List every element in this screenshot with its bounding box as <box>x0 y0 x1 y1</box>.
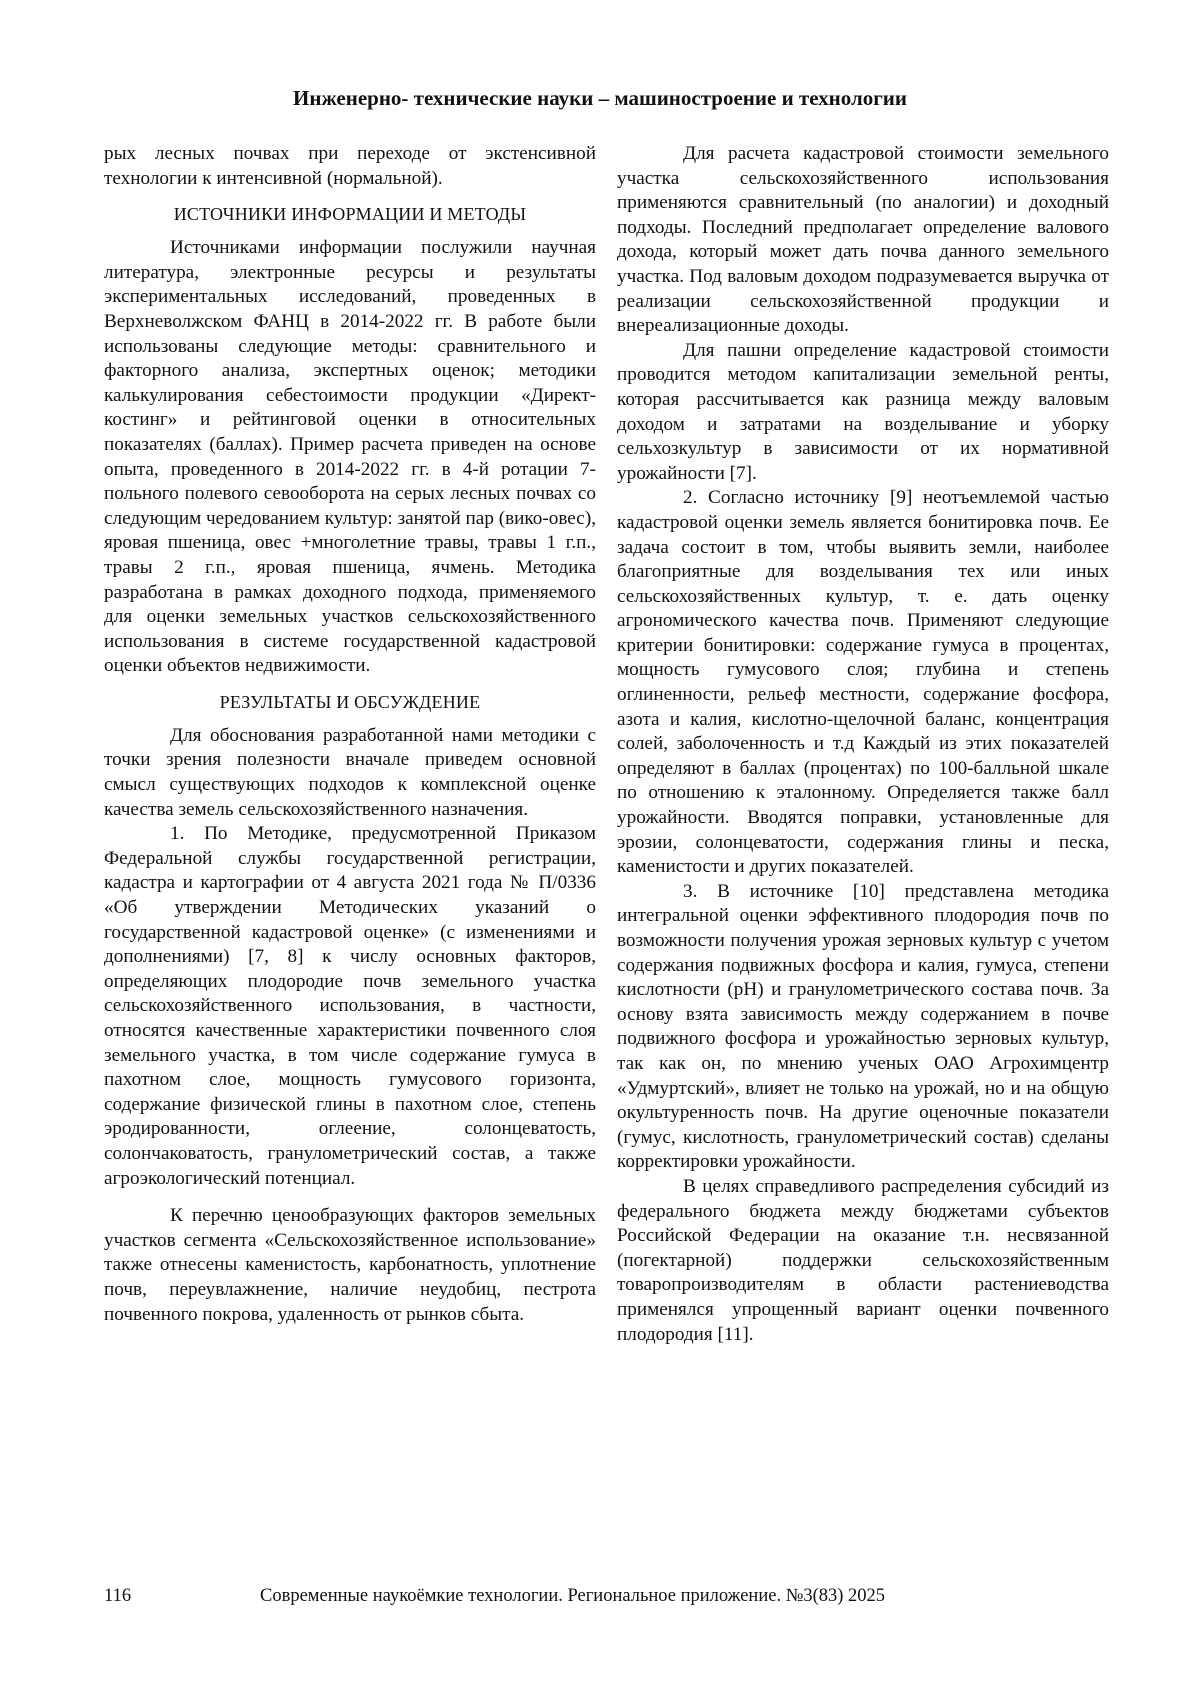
running-head: Инженерно- технические науки – машиностроение и технологии <box>293 86 907 110</box>
section-heading-sources: ИСТОЧНИКИ ИНФОРМАЦИИ И МЕТОДЫ <box>173 204 527 225</box>
paragraph-cadastral-value: Для расчета кадастровой стоимости земельного участка сельскохозяйственного использования применяются сравнительный (по аналогии) и доходный подходы. Последний предполагает определение валового дохода, который может дать почва данного земельного участка. Под валовым доходом подразумевается выручка от реализации сельскохозяйственной продукции и внереализационные доходы. <box>617 143 1109 337</box>
paragraph-results-intro: Для обоснования разработанной нами методики с точки зрения полезности вначале приведем основной смысл существующих подходов к комплексной оценке качества земель сельскохозяйственного назначения. <box>104 724 596 820</box>
paragraph-methodology-3: 3. В источнике [10] представлена методика интегральной оценки эффективного плодородия почв по возможности получения урожая зерновых культур с учетом содержания подвижных фосфора и калия, гумуса, степени кислотности (pH) и гранулометрического состава почв. За основу взята зависимость между содержанием в почве подвижного фосфора и урожайностью зерновых культур, так как он, по мнению ученых ОАО Агрохимцентр «Удмуртский», влияет не только на урожай, но и на общую окультуренность почв. На другие оценочные показатели (гумус, кислотность, гранулометрический состав) сделаны корректировки урожайности. <box>617 880 1109 1173</box>
paragraph-subsidies: В целях справедливого распределения субсидий из федерального бюджета между бюджетами субъектов Российской Федерации на оказание т.н. несвязанной (погектарной) поддержки сельскохозяйственным товаропроизводителям в области растениеводства применялся упрощенный вариант оценки почвенного плодородия [11]. <box>617 1175 1109 1345</box>
paragraph-price-factors: К перечню ценообразующих факторов земельных участков сегмента «Сельскохозяйственное использование» также отнесены каменистость, карбонатность, уплотнение почв, переувлажнение, наличие неудобиц, пестрота почвенного покрова, удаленность от рынков сбыта. <box>104 1205 596 1325</box>
journal-title: Современные наукоёмкие технологии. Региональное приложение. №3(83) 2025 <box>260 1586 886 1606</box>
section-heading-results: РЕЗУЛЬТАТЫ И ОБСУЖДЕНИЕ <box>219 691 481 712</box>
right-column <box>617 142 1109 1347</box>
paragraph-arable-land: Для пашни определение кадастровой стоимости проводится методом капитализации земельной ренты, которая рассчитывается как разница между валовым доходом и затратами на возделывание и уборку сельхозкультур в зависимости от их нормативной урожайности [7]. <box>617 339 1109 484</box>
left-column <box>104 142 596 1327</box>
paragraph-methodology-1: 1. По Методике, предусмотренной Приказом Федеральной службы государственной регистрации, кадастра и картографии от 4 августа 2021 года № П/0336 «Об утверждении Методических указаний о государственной кадастровой оценке» (с изменениями и дополнениями) [7, 8] к числу основных факторов, определяющих плодородие почв земельного участка сельскохозяйственного использования, в частности, относятся качественные характеристики почвенного слоя земельного участка, в том числе содержание гумуса в пахотном слое, мощность гумусового горизонта, содержание физической глины в пахотном слое, степень эродированности, оглеение, солонцеватость, солончаковатость, гранулометрический состав, а также агроэкологический потенциал. <box>104 823 596 1189</box>
paragraph-methodology-2: 2. Согласно источнику [9] неотъемлемой частью кадастровой оценки земель является бонитировка почв. Ее задача состоит в том, чтобы выявить земли, наиболее благоприятные для возделывания тех или иных сельскохозяйственных культур, т. е. дать оценку агрономического качества почв. Применяют следующие критерии бонитировки: содержание гумуса в процентах, мощность гумусового слоя; глубина и степень оглиненности, рельеф местности, содержание фосфора, азота и калия, кислотно-щелочной баланс, концентрация солей, заболоченность и т.д Каждый из этих показателей определяют в баллах (процентах) по 100-балльной шкале по отношению к эталонному. Определяется также балл урожайности. Вводятся поправки, установленные для эрозии, солонцеватости, содержания глины и песка, каменистости и других показателей. <box>617 487 1109 878</box>
paragraph-continuation: рых лесных почвах при переходе от экстенсивной технологии к интенсивной (нормальной). <box>104 143 596 189</box>
page-number: 116 <box>104 1586 132 1606</box>
paragraph-sources: Источниками информации послужили научная литература, электронные ресурсы и результаты экспериментальных исследований, проведенных в Верхневолжском ФАНЦ в 2014-2022 гг. В работе были использованы следующие методы: сравнительного и факторного анализа, экспертных оценок; методики калькулирования себестоимости продукции «Директ-костинг» и рейтинговой оценки в относительных показателях (баллах). Пример расчета приведен на основе опыта, проведенного в 2014-2022 гг. в 4-й ротации 7-польного полевого севооборота на серых лесных почвах со следующим чередованием культур: занятой пар (вико-овес), яровая пшеница, овес +многолетние травы, травы 1 г.п., травы 2 г.п., яровая пшеница, ячмень. Методика разработана в рамках доходного подхода, применяемого для оценки земельных участков сельскохозяйственного использования в системе государственной кадастровой оценки объектов недвижимости. <box>104 237 597 677</box>
